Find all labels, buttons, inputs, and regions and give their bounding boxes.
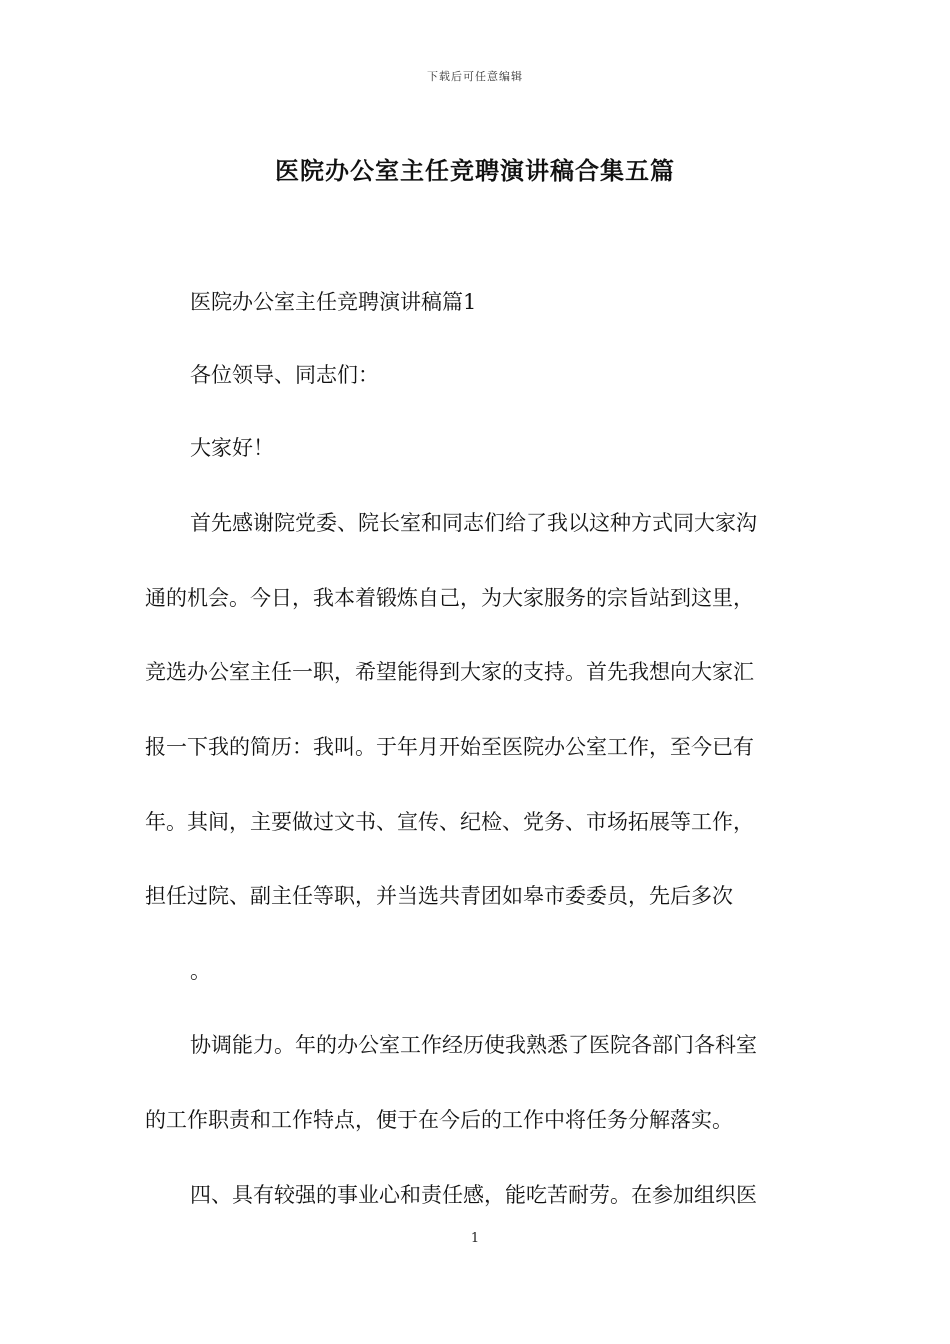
text-line: 的工作职责和工作特点，便于在今后的工作中将任务分解落实。 — [145, 1108, 733, 1132]
text-line: 通的机会。今日，我本着锻炼自己，为大家服务的宗旨站到这里， — [145, 586, 754, 610]
text-line: 协调能力。年的办公室工作经历使我熟悉了医院各部门各科室 — [190, 1033, 757, 1057]
text-line: 竞选办公室主任一职，希望能得到大家的支持。首先我想向大家汇 — [145, 660, 754, 684]
text-line: 大家好！ — [190, 436, 274, 460]
page-number: 1 — [470, 1231, 480, 1246]
text-line: 报一下我的简历：我叫。于年月开始至医院办公室工作，至今已有 — [145, 735, 754, 759]
text-line: 首先感谢院党委、院长室和同志们给了我以这种方式同大家沟 — [190, 511, 757, 535]
text-line: 担任过院、副主任等职，并当选共青团如皋市委委员，先后多次 — [145, 884, 733, 908]
text-line: 年。其间，主要做过文书、宣传、纪检、党务、市场拓展等工作， — [145, 810, 754, 834]
text-line: 医院办公室主任竞聘演讲稿篇1 — [190, 290, 477, 314]
text-line: 四、具有较强的事业心和责任感，能吃苦耐劳。在参加组织医 — [190, 1183, 757, 1207]
text-line: 。 — [190, 959, 211, 983]
header-note: 下载后可任意编辑 — [427, 70, 523, 83]
text-line: 各位领导、同志们： — [190, 363, 379, 387]
document-title: 医院办公室主任竞聘演讲稿合集五篇 — [275, 156, 675, 185]
